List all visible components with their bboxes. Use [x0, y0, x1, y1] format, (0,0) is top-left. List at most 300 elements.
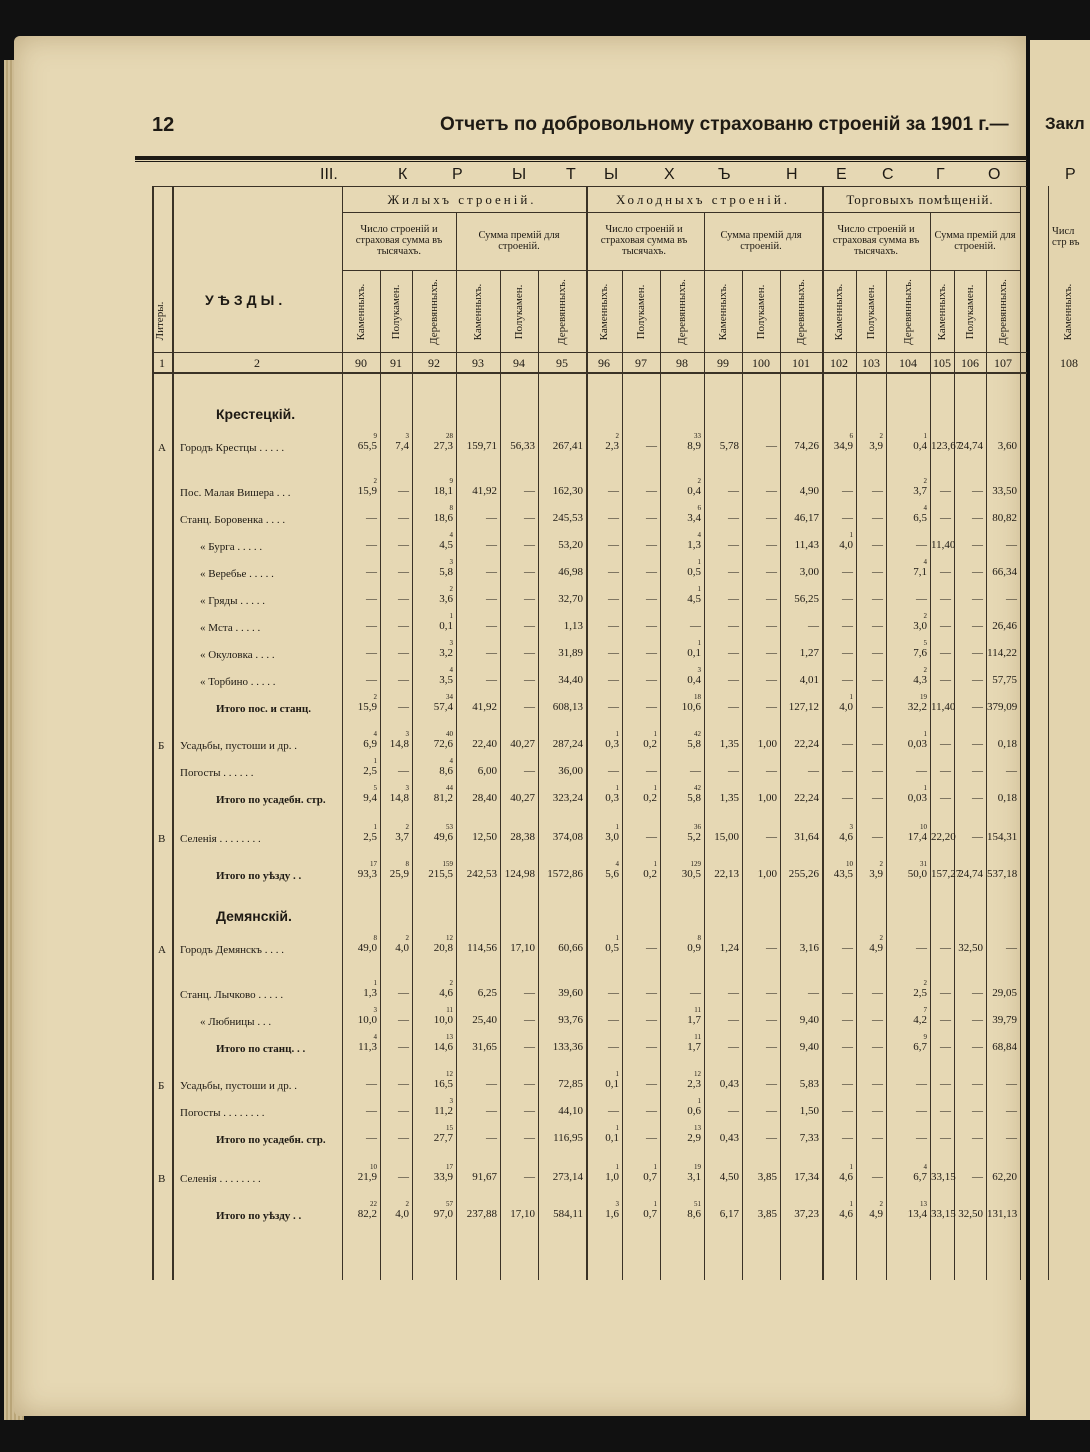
table-cell [587, 1200, 619, 1220]
cell-value: 1,00 [757, 738, 777, 750]
cell-spacer [743, 730, 777, 738]
cell-spacer [705, 979, 739, 987]
cell-spacer [587, 1097, 619, 1105]
cell-spacer [987, 757, 1017, 765]
table-cell [823, 693, 853, 713]
cell-value: — [398, 620, 409, 632]
cell-spacer [743, 693, 777, 701]
cell-value: 6,00 [477, 765, 497, 777]
cell-value: 323,24 [552, 792, 583, 804]
cell-value: — [398, 1014, 409, 1026]
table-cell [705, 1124, 739, 1144]
table-cell [343, 531, 377, 551]
cell-value: 33,9 [433, 1171, 453, 1183]
table-cell [887, 1033, 927, 1053]
row-name: « Любницы . . . [200, 1016, 272, 1028]
table-cell [987, 823, 1017, 843]
cell-spacer [743, 784, 777, 792]
cell-value: — [766, 765, 777, 777]
table-cell [661, 1200, 701, 1220]
cell-spacer [781, 666, 819, 674]
cell-spacer [781, 934, 819, 942]
table-cell [857, 504, 883, 524]
column-number: 105 [933, 356, 951, 370]
cell-spacer [955, 1006, 983, 1014]
building-count: 15 [446, 1124, 453, 1132]
column-number: 98 [676, 356, 688, 370]
cell-value: — [646, 539, 657, 551]
building-count: 4 [923, 504, 927, 512]
building-count: 13 [694, 1124, 701, 1132]
table-cell [587, 531, 619, 551]
cell-value: — [940, 1132, 951, 1144]
kind-header: Полукамен. [755, 284, 767, 340]
cell-spacer [343, 1070, 377, 1078]
table-cell [823, 1200, 853, 1220]
cell-spacer [501, 860, 535, 868]
cell-value: 1,3 [363, 987, 377, 999]
cell-spacer [987, 693, 1017, 701]
table-cell [539, 757, 583, 777]
cell-spacer [705, 1033, 739, 1041]
table-cell [587, 1006, 619, 1026]
cell-spacer [705, 612, 739, 620]
table-cell [661, 1033, 701, 1053]
table-cell [987, 432, 1017, 452]
cell-value: 46,17 [794, 512, 819, 524]
cell-spacer [539, 979, 583, 987]
building-count: 19 [920, 693, 927, 701]
column-number: 108 [1060, 356, 1078, 370]
table-cell [381, 784, 409, 804]
cell-value: — [872, 1041, 883, 1053]
cell-value: 4,90 [799, 485, 819, 497]
table-cell [413, 432, 453, 452]
cell-spacer [539, 1163, 583, 1171]
cell-spacer [705, 784, 739, 792]
table-cell [587, 558, 619, 578]
cell-spacer [781, 693, 819, 701]
cell-spacer [587, 612, 619, 620]
cell-value: 81,2 [433, 792, 453, 804]
table-cell [955, 477, 983, 497]
cell-value: 24,74 [958, 868, 983, 880]
cell-value: — [940, 620, 951, 632]
table-cell [457, 1033, 497, 1053]
cell-spacer [501, 612, 535, 620]
cell-spacer [931, 666, 951, 674]
table-cell [623, 558, 657, 578]
kind-header: Деревянныхъ. [428, 279, 440, 345]
cell-value: 25,9 [389, 868, 409, 880]
cell-value: — [766, 1105, 777, 1117]
building-count: 4 [373, 1033, 377, 1041]
building-count: 57 [446, 1200, 453, 1208]
table-cell [457, 639, 497, 659]
cell-spacer [931, 1163, 951, 1171]
table-cell [501, 784, 535, 804]
cell-spacer [987, 860, 1017, 868]
cell-spacer [501, 1097, 535, 1105]
table-cell [539, 1163, 583, 1183]
cell-spacer [539, 1006, 583, 1014]
cell-spacer [381, 979, 409, 987]
cell-spacer [501, 558, 535, 566]
cell-value: 1572,86 [547, 868, 583, 880]
cell-spacer [931, 477, 951, 485]
cell-value: 0,1 [605, 1132, 619, 1144]
district-title-krestetsky: Крестецкiй. [216, 406, 296, 422]
cell-spacer [623, 432, 657, 440]
cell-spacer [623, 934, 657, 942]
table-cell [381, 666, 409, 686]
cell-value: — [842, 674, 853, 686]
cell-value: 56,33 [510, 440, 535, 452]
cell-spacer [705, 757, 739, 765]
cell-value: — [766, 566, 777, 578]
table-cell [623, 612, 657, 632]
cell-spacer [931, 504, 951, 512]
table-cell [743, 558, 777, 578]
cell-value: — [972, 1171, 983, 1183]
table-cell [343, 784, 377, 804]
cell-spacer [857, 666, 883, 674]
table-cell [457, 666, 497, 686]
cell-value: 14,8 [389, 792, 409, 804]
cell-spacer [457, 1097, 497, 1105]
cell-value: — [728, 1105, 739, 1117]
table-cell [705, 1097, 739, 1117]
cell-value: — [766, 512, 777, 524]
cell-value: 46,98 [558, 566, 583, 578]
table-cell [587, 1124, 619, 1144]
cell-spacer [705, 934, 739, 942]
table-cell [381, 979, 409, 999]
cell-spacer [743, 1200, 777, 1208]
cell-spacer [955, 1200, 983, 1208]
cell-spacer [987, 1124, 1017, 1132]
table-cell [781, 585, 819, 605]
cell-value: 44,10 [558, 1105, 583, 1117]
table-cell [343, 860, 377, 880]
cell-spacer [887, 1097, 927, 1105]
table-cell [381, 730, 409, 750]
cell-spacer [823, 934, 853, 942]
table-cell [623, 432, 657, 452]
cell-value: — [728, 512, 739, 524]
cell-value: — [486, 539, 497, 551]
cell-value: — [524, 485, 535, 497]
table-cell [857, 730, 883, 750]
table-cell [661, 934, 701, 954]
cell-spacer [781, 1200, 819, 1208]
cell-spacer [381, 1124, 409, 1132]
table-cell [381, 934, 409, 954]
kind-header: Каменныхъ. [717, 283, 729, 341]
cell-value: 123,67 [931, 440, 962, 452]
cell-value: — [940, 674, 951, 686]
cell-spacer [955, 1124, 983, 1132]
group-cold: Холодныхъ строенiй. [615, 192, 791, 207]
group-living: Жилыхъ строенiй. [387, 192, 537, 207]
table-cell [381, 1033, 409, 1053]
cell-value: — [842, 620, 853, 632]
table-cell [931, 558, 951, 578]
kind-header: Деревянныхъ. [795, 279, 807, 345]
table-cell [623, 1033, 657, 1053]
cell-value: — [1006, 593, 1017, 605]
cell-spacer [987, 934, 1017, 942]
building-count: 1 [615, 1163, 619, 1171]
table-cell [661, 612, 701, 632]
cell-spacer [987, 504, 1017, 512]
cell-value: 4,6 [839, 1208, 853, 1220]
building-count: 33 [694, 432, 701, 440]
cell-value: — [842, 942, 853, 954]
cell-value: 116,95 [553, 1132, 583, 1144]
row-name: Селенiя . . . . . . . . [180, 833, 261, 845]
cell-spacer [457, 1163, 497, 1171]
building-count: 1 [653, 860, 657, 868]
cell-spacer [623, 585, 657, 593]
cell-value: — [524, 566, 535, 578]
cell-value: — [524, 1078, 535, 1090]
table-cell [343, 639, 377, 659]
cell-value: — [872, 738, 883, 750]
cell-value: 0,1 [439, 620, 453, 632]
cell-value: — [524, 647, 535, 659]
kind-header: Деревянныхъ. [902, 279, 914, 345]
cell-value: 0,4 [913, 440, 927, 452]
table-cell [987, 1163, 1017, 1183]
cell-value: — [842, 593, 853, 605]
cell-value: — [940, 987, 951, 999]
cell-value: 15,9 [357, 701, 377, 713]
cell-value: — [366, 1078, 377, 1090]
cell-value: — [766, 987, 777, 999]
cell-spacer [823, 504, 853, 512]
row-name: Итого по усадебн. стр. [216, 794, 326, 806]
cell-value: — [608, 593, 619, 605]
building-count: 3 [849, 823, 853, 831]
cell-value: 28,40 [472, 792, 497, 804]
table-cell [457, 860, 497, 880]
building-count: 10 [846, 860, 853, 868]
table-cell [987, 585, 1017, 605]
cell-value: — [916, 1105, 927, 1117]
cell-spacer [823, 757, 853, 765]
table-cell [887, 979, 927, 999]
table-cell [857, 612, 883, 632]
table-cell [413, 693, 453, 713]
table-cell [587, 432, 619, 452]
cell-spacer [931, 585, 951, 593]
table-cell [539, 979, 583, 999]
table-cell [823, 1006, 853, 1026]
column-number: 90 [355, 356, 367, 370]
row-litera: В [158, 833, 166, 845]
cell-value: 82,2 [357, 1208, 377, 1220]
cell-value: — [646, 987, 657, 999]
cell-value: — [972, 1132, 983, 1144]
row-name: Станц. Лычково . . . . . [180, 989, 284, 1001]
cell-spacer [823, 612, 853, 620]
cell-spacer [955, 432, 983, 440]
building-count: 13 [446, 1033, 453, 1041]
table-cell [539, 432, 583, 452]
table-cell [661, 504, 701, 524]
cell-value: 65,5 [357, 440, 377, 452]
cell-value: — [366, 539, 377, 551]
cell-spacer [857, 823, 883, 831]
cell-value: 26,46 [992, 620, 1017, 632]
cell-spacer [955, 531, 983, 539]
cell-value: 0,03 [907, 792, 927, 804]
cell-spacer [587, 693, 619, 701]
building-count: 1 [697, 585, 701, 593]
cell-value: — [766, 1041, 777, 1053]
cell-value: — [608, 987, 619, 999]
cell-value: 28,38 [510, 831, 535, 843]
cell-spacer [705, 558, 739, 566]
cell-value: 0,1 [687, 647, 701, 659]
table-cell [987, 504, 1017, 524]
table-cell [661, 979, 701, 999]
cell-spacer [987, 531, 1017, 539]
cell-value: 3,7 [395, 831, 409, 843]
cell-spacer [587, 477, 619, 485]
table-cell [623, 693, 657, 713]
cell-value: 27,7 [433, 1132, 453, 1144]
table-cell [743, 504, 777, 524]
table-cell [457, 757, 497, 777]
cell-spacer [857, 1124, 883, 1132]
table-cell [539, 477, 583, 497]
table-cell [623, 639, 657, 659]
cell-spacer [743, 1124, 777, 1132]
cell-value: 3,1 [687, 1171, 701, 1183]
cell-spacer [539, 730, 583, 738]
cell-spacer [887, 757, 927, 765]
cell-value: 5,83 [799, 1078, 819, 1090]
cell-spacer [743, 432, 777, 440]
table-cell [457, 1163, 497, 1183]
table-cell [539, 1124, 583, 1144]
cell-value: 41,92 [472, 485, 497, 497]
cell-value: — [398, 539, 409, 551]
table-cell [343, 504, 377, 524]
cell-value: 53,20 [558, 539, 583, 551]
building-count: 44 [446, 784, 453, 792]
cell-spacer [705, 1200, 739, 1208]
table-cell [743, 1097, 777, 1117]
cell-spacer [743, 612, 777, 620]
cell-value: 4,6 [439, 987, 453, 999]
cell-value: — [940, 765, 951, 777]
table-cell [781, 666, 819, 686]
table-cell [381, 477, 409, 497]
cell-spacer [857, 558, 883, 566]
table-cell [381, 860, 409, 880]
cell-spacer [743, 860, 777, 868]
cell-spacer [539, 693, 583, 701]
cell-spacer [381, 585, 409, 593]
table-cell [743, 531, 777, 551]
cell-spacer [931, 757, 951, 765]
cell-spacer [781, 1097, 819, 1105]
cell-value: — [398, 512, 409, 524]
kind-header: Полукамен. [635, 284, 647, 340]
banner-letter: Ъ [718, 166, 731, 183]
cell-value: 0,7 [643, 1171, 657, 1183]
cell-value: 4,0 [395, 942, 409, 954]
cell-value: 8,6 [687, 1208, 701, 1220]
column-number: 104 [899, 356, 917, 370]
cell-value: — [524, 620, 535, 632]
cell-value: 0,3 [605, 738, 619, 750]
cell-spacer [987, 432, 1017, 440]
cell-value: — [972, 792, 983, 804]
building-count: 3 [615, 1200, 619, 1208]
column-number: 94 [513, 356, 525, 370]
cell-spacer [501, 639, 535, 647]
cell-value: 162,30 [552, 485, 583, 497]
building-count: 6 [697, 504, 701, 512]
table-cell [857, 432, 883, 452]
cell-spacer [539, 784, 583, 792]
kind-header: Каменныхъ. [833, 283, 845, 341]
cell-value: — [728, 539, 739, 551]
cell-spacer [781, 860, 819, 868]
table-cell [781, 979, 819, 999]
table-cell [743, 730, 777, 750]
table-cell [661, 1006, 701, 1026]
cell-value: 5,78 [719, 440, 739, 452]
table-cell [623, 979, 657, 999]
column-number: 1 [159, 356, 165, 370]
cell-spacer [743, 477, 777, 485]
cell-value: 2,5 [363, 831, 377, 843]
cell-value: — [1006, 765, 1017, 777]
cell-value: 5,8 [439, 566, 453, 578]
cell-value: — [524, 765, 535, 777]
cell-value: 5,8 [687, 738, 701, 750]
building-count: 2 [373, 477, 377, 485]
cell-spacer [887, 531, 927, 539]
cell-spacer [343, 558, 377, 566]
table-cell [413, 823, 453, 843]
table-cell [705, 477, 739, 497]
table-cell [539, 730, 583, 750]
table-cell [887, 531, 927, 551]
cell-value: — [842, 485, 853, 497]
building-count: 4 [373, 730, 377, 738]
table-cell [987, 477, 1017, 497]
table-cell [987, 639, 1017, 659]
cell-value: — [842, 647, 853, 659]
grid-hline [152, 186, 1027, 187]
building-count: 2 [879, 432, 883, 440]
cell-spacer [501, 757, 535, 765]
cell-spacer [987, 666, 1017, 674]
table-cell [413, 784, 453, 804]
table-cell [887, 784, 927, 804]
cell-value: 32,50 [958, 1208, 983, 1220]
table-cell [823, 558, 853, 578]
cell-spacer [955, 504, 983, 512]
cell-value: — [728, 701, 739, 713]
cell-value: — [690, 987, 701, 999]
